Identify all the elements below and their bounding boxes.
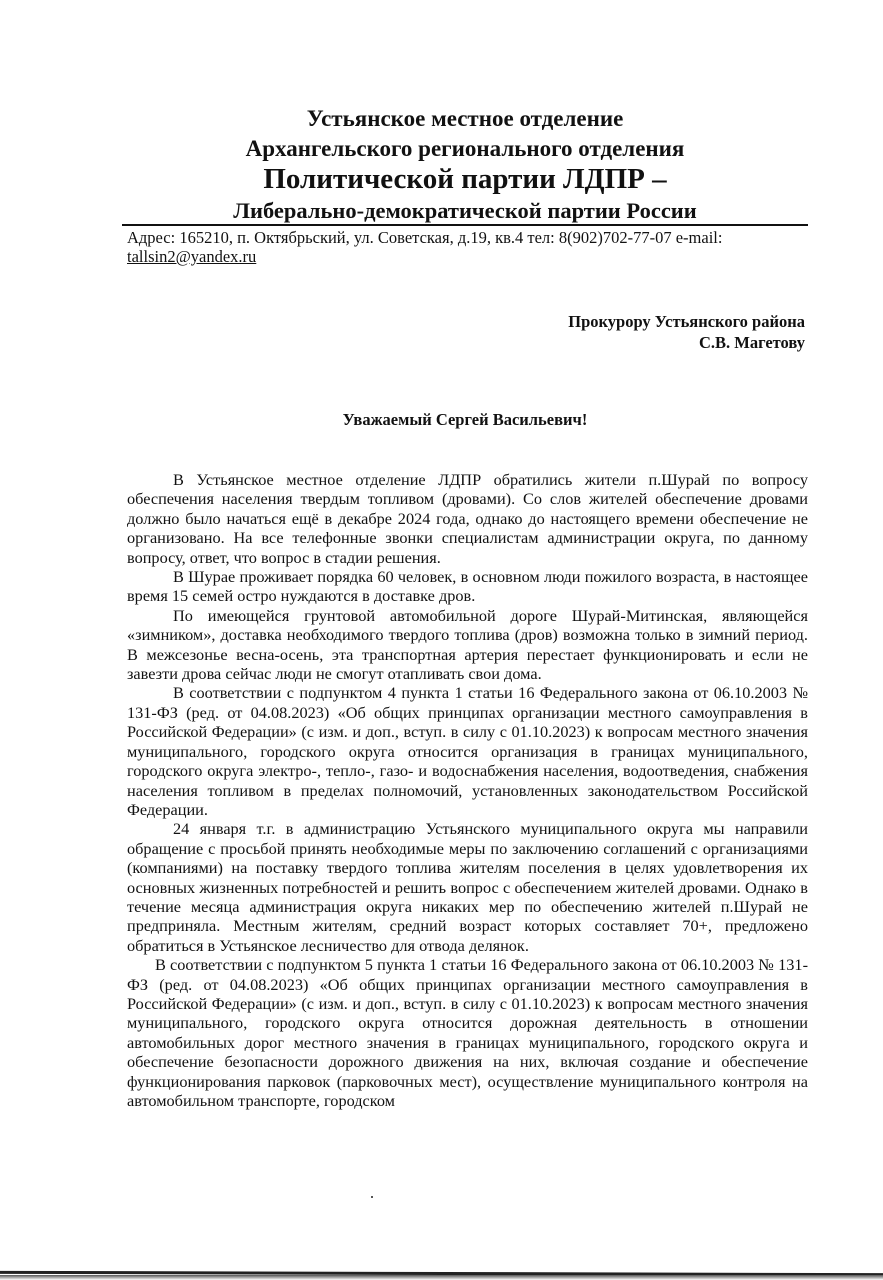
paragraph: В соответствии с подпунктом 5 пункта 1 статьи 16 Федерального закона от 06.10.2003 № 131-ФЗ (ред. от 04.08.2023) «Об общих принципах организации местного самоуправления в Российской Федерации» (с изм. и доп., вступ. в силу с 01.10.2023) к вопросам местного значения муниципального, городского округа относится дорожная деятельность в отношении автомобильных дорог местного значения в границах муниципального, городского округа и обеспечение безопасности дорожного движения на них, включая создание и обеспечение функционирования парковок (парковочных мест), осуществление муниципального контроля на автомобильном транспорте, городском <box>127 955 808 1110</box>
salutation: Уважаемый Сергей Васильевич! <box>342 410 588 429</box>
scan-speck <box>371 1196 373 1198</box>
paragraph: В соответствии с подпунктом 4 пункта 1 статьи 16 Федерального закона от 06.10.2003 № 131-ФЗ (ред. от 04.08.2023) «Об общих принципах организации местного самоуправления в Российской Федерации» (с изм. и доп., вступ. в силу с 01.10.2023) к вопросам местного значения муниципального, городского округа относится организация в границах муниципального, городского округа электро-, тепло-, газо- и водоснабжения населения, водоотведения, снабжения населения топливом в пределах полномочий, установленных законодательством Российской Федерации. <box>127 683 808 819</box>
address-text: Адрес: 165210, п. Октябрьский, ул. Советская, д.19, кв.4 тел: 8(902)702-77-07 e-mail: <box>127 228 723 247</box>
paragraph: В Шурае проживает порядка 60 человек, в основном люди пожилого возраста, в настоящее время 15 семей остро нуждаются в доставке дров. <box>127 567 808 606</box>
paragraph: 24 января т.г. в администрацию Устьянского муниципального округа мы направили обращение с просьбой принять необходимые меры по заключению соглашений с организациями (компаниями) на поставку твердого топлива жителям поселения в целях удовлетворения их основных жизненных потребностей и решить вопрос с обеспечением жителей дровами. Однако в течение месяца администрация округа никаких мер по обеспечению жителей п.Шурай не предприняла. Местным жителям, средний возраст которых составляет 70+, предложено обратиться в Устьянское лесничество для отвода делянок. <box>127 819 808 955</box>
letterhead-line-1: Устьянское местное отделение <box>306 106 624 131</box>
letterhead-party-fullname: Либерально-демократической партии России <box>233 198 697 223</box>
letter-body <box>127 470 808 1110</box>
paragraph: В Устьянское местное отделение ЛДПР обратились жители п.Шурай по вопросу обеспечения населения твердым топливом (дровами). Со слов жителей обеспечение дровами должно было начаться ещё в декабре 2024 года, однако до настоящего времени обеспечение не организовано. На все телефонные звонки специалистам администрации округа, по данному вопросу, ответ, что вопрос в стадии решения. <box>127 470 808 567</box>
letterhead-divider <box>122 224 808 226</box>
letterhead-line-2: Архангельского регионального отделения <box>245 136 685 161</box>
paragraph: По имеющейся грунтовой автомобильной дороге Шурай-Митинская, являющейся «зимником», доставка необходимого твердого топлива (дров) возможна только в зимний период. В межсезонье весна-осень, эта транспортная артерия перестает функционировать и если не завезти дрова сейчас люди не смогут отапливать свои дома. <box>127 605 808 684</box>
recipient-name: С.В. Магетову <box>698 333 805 352</box>
letterhead-party-name: Политической партии ЛДПР – <box>263 163 667 195</box>
recipient-title: Прокурору Устьянского района <box>568 312 805 331</box>
email-link[interactable]: tallsin2@yandex.ru <box>127 247 257 266</box>
recipient-block <box>568 311 805 353</box>
page-bottom-shadow <box>0 1275 883 1280</box>
letterhead-address <box>127 228 817 266</box>
